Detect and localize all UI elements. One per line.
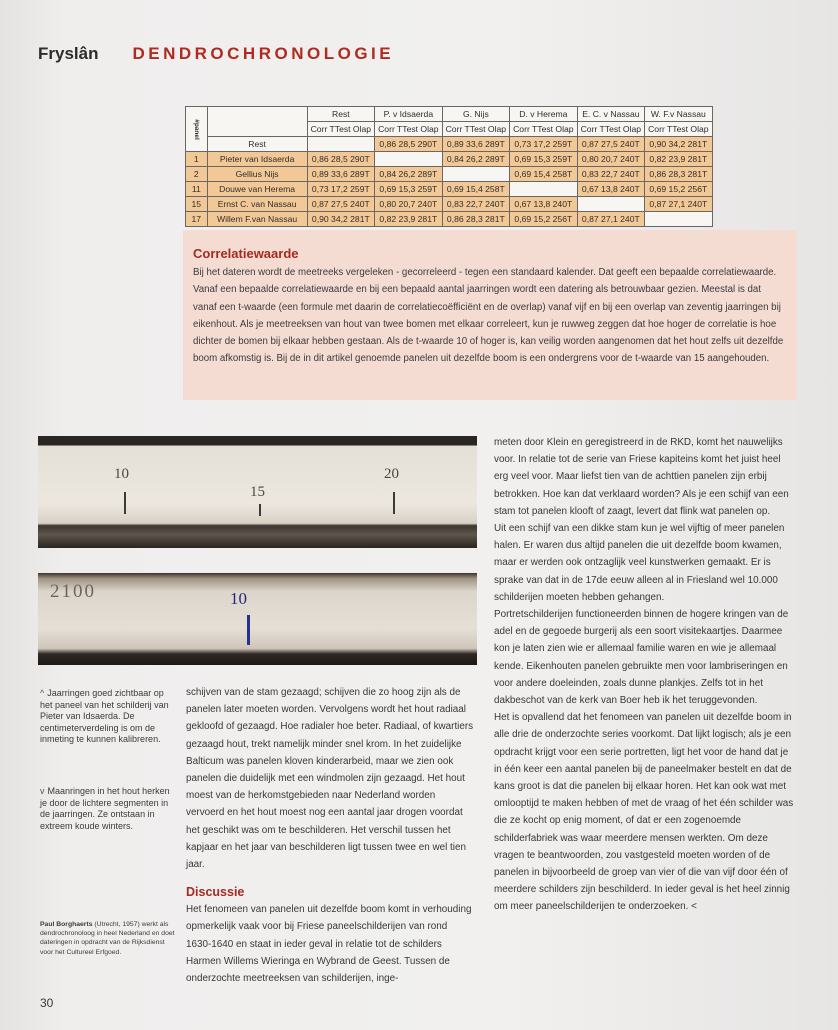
discussie-heading: Discussie [186, 885, 245, 900]
column-header: D. v Herema [510, 107, 578, 122]
table-row [186, 167, 713, 182]
author-name: Paul Borghaerts [40, 921, 93, 928]
table-cell: 0,87 27,5 240T [577, 137, 645, 152]
row-name: Douwe van Herema [207, 182, 307, 197]
table-cell: 0,67 13,8 240T [510, 197, 578, 212]
column-header: W. F.v Nassau [645, 107, 713, 122]
table-row [186, 137, 713, 152]
page-number: 30 [40, 996, 54, 1010]
table-cell: 0,89 33,6 289T [442, 137, 510, 152]
table-cell: 0,90 34,2 281T [645, 137, 713, 152]
chevron-down-icon: v [40, 786, 45, 796]
table-cell: 0,67 13,8 240T [577, 182, 645, 197]
correlatie-box [183, 230, 797, 400]
row-number: 2 [186, 167, 208, 182]
table-cell [510, 182, 578, 197]
subheader-cell: Corr TTest Olap [510, 122, 578, 137]
subheader-cell: Corr TTest Olap [645, 122, 713, 137]
body-paragraph: Uit een schijf van een dikke stam kun je wel vijftig of meer panelen halen. Er waren dus altijd panelen die uit dezelfde boom kwamen, maar er werden ook ontzaglijk veel kunstwerken gemaakt. Er is sprake van dat in de 17de eeuw alleen al in Friesland wel 10.000 schilderijen moeten hebben gehangen. [494, 523, 785, 603]
arrow-up-icon: ^ [40, 688, 45, 698]
column-header: P. v Idsaerda [375, 107, 443, 122]
table-cell: 0,69 15,4 258T [442, 182, 510, 197]
table-cell: 0,86 28,5 290T [375, 137, 443, 152]
table-cell [577, 197, 645, 212]
table-cell: 0,86 28,3 281T [442, 212, 510, 227]
table-cell [645, 212, 713, 227]
correlatie-body: Bij het dateren wordt de meetreeks vergeleken - gecorreleerd - tegen een standaard kalender. Dat geeft een bepaalde correlatiewaarde. Vanaf een bepaalde correlatiewaarde en bij een bepaald aantal jaarringen wordt een datering als betrouwbaar gezien. Meestal is dat vanaf een t-waarde (een formule met daarin de correlatiecoëfficiënt en de overlap) vanaf vijf en bij een overlap van zeventig jaarringen bij eikenhout. Als je meetreeksen van hout van twee bomen met elkaar correleert, kun je ruwweg zeggen dat hoe hoger de correlatie is hoe dichter de bomen bij elkaar hebben gestaan. Als de t-waarde 10 of hoger is, kan veilig worden aangenomen dat het hout zelfs uit dezelfde boom afkomstig is. Bij de in dit artikel genoemde panelen uit dezelfde boom is een ondergrens voor de t-waarde van 15 aangehouden. [193, 267, 784, 365]
subheader-cell: Corr TTest Olap [577, 122, 645, 137]
column-header: Rest [307, 107, 375, 122]
table-cell: 0,87 27,1 240T [577, 212, 645, 227]
row-number: 17 [186, 212, 208, 227]
region-label: Fryslân [38, 44, 99, 63]
panel-column-label: #panel [186, 107, 208, 152]
table-cell: 0,80 20,7 240T [375, 197, 443, 212]
scale-label: 20 [384, 466, 399, 482]
subheader-cell: Corr TTest Olap [375, 122, 443, 137]
table-cell: 0,69 15,2 256T [645, 182, 713, 197]
author-bio [40, 920, 178, 957]
scale-tick [393, 492, 395, 514]
table-cell: 0,87 27,1 240T [645, 197, 713, 212]
table-cell: 0,84 26,2 289T [442, 152, 510, 167]
table-cell: 0,69 15,3 259T [375, 182, 443, 197]
body-paragraph: Het is opvallend dat het fenomeen van panelen uit dezelfde boom in alle drie de onderzochte series voorkomt. Dat lijkt logisch; als je een opdracht krijgt voor een serie portretten, ligt het voor de hand dat je in één keer een aantal panelen bij de paneelmaker bestelt en dat de kans groot is dat die panelen bij elkaar horen. Het kan ook wat met omlooptijd te maken hebben of met de vraag of het één schilder was die ze kocht op enig moment, of dat er een zogenoemde schilderfabriek was waar meerdere mensen werkten. Om deze vragen te beantwoorden, zou vastgesteld moeten worden of de panelen in bijvoorbeeld de groep van vier of die van vijf door één of meerdere schilders zijn beschilderd. In ieder geval is het heel zinnig om meer paneelschilderijen te onderzoeken. < [494, 712, 794, 913]
table-row [186, 182, 713, 197]
scale-label: 10 [114, 466, 129, 482]
section-title: DENDROCHRONOLOGIE [132, 44, 395, 63]
table-cell: 0,80 20,7 240T [577, 152, 645, 167]
table-cell [442, 167, 510, 182]
row-name: Rest [207, 137, 307, 152]
column-header: G. Nijs [442, 107, 510, 122]
table-cell: 0,69 15,2 256T [510, 212, 578, 227]
tree-ring-photo [38, 436, 477, 548]
page-header [38, 44, 394, 68]
table-cell [307, 137, 375, 152]
correlation-table [185, 106, 713, 227]
table-row [186, 152, 713, 167]
table-cell: 0,89 33,6 289T [307, 167, 375, 182]
column-header: E. C. v Nassau [577, 107, 645, 122]
row-name: Willem F.van Nassau [207, 212, 307, 227]
row-number: 15 [186, 197, 208, 212]
panel-number-label: 2100 [50, 581, 96, 602]
photo-caption-2: v Maanringen in het hout herken je door de lichtere segmenten in de jaarringen. Ze ontstaan in extreem koude winters. [40, 786, 170, 831]
table-cell: 0,86 28,5 290T [307, 152, 375, 167]
table-row [186, 212, 713, 227]
table-cell: 0,69 15,3 259T [510, 152, 578, 167]
body-paragraph: Het fenomeen van panelen uit dezelfde boom komt in verhouding opmerkelijk vaak voor bij Friese paneelschilderijen van rond 1630-1640 en staat in ieder geval in relatie tot de schilders Harmen Willems Wieringa en Wybrand de Geest. Tussen de onderzochte meetreeksen van schilderijen, inge- [186, 904, 472, 985]
table-cell [375, 152, 443, 167]
table-cell: 0,90 34,2 281T [307, 212, 375, 227]
scale-tick [247, 615, 250, 645]
table-header-row [186, 107, 713, 122]
table-cell: 0,69 15,4 258T [510, 167, 578, 182]
scale-tick [124, 492, 126, 514]
moon-ring-photo [38, 573, 477, 665]
table-cell: 0,83 22,7 240T [442, 197, 510, 212]
author-description: (Utrecht, 1957) werkt als dendrochronoloog in heel Nederland en doet dateringen in opdracht van de Rijksdienst voor het Cultureel Erfgoed. [40, 921, 175, 956]
body-paragraph: schijven van de stam gezaagd; schijven die zo hoog zijn als de panelen later moeten worden. Vervolgens wordt het hout radiaal gekloofd of gezaagd. Hoe radialer hoe beter. Radiaal, of kwartiers gezaagd hout, trekt namelijk minder snel krom. In het zuidelijke Balticum was panelen kloven kinderarbeid, maar we zien ook panelen die duidelijk met een windmolen zijn gezaagd. Het hout moest van de herkomstgebieden naar Nederland worden vervoerd en het hout moest nog een aantal jaar drogen voordat het geschikt was om te beschilderen. Het verschil tussen het kapjaar en het jaar van beschilderen ligt tussen twee en wel tien jaar. [186, 687, 474, 871]
table-cell: 0,82 23,9 281T [375, 212, 443, 227]
photo-caption-1: ^ Jaarringen goed zichtbaar op het paneel van het schilderij van Pieter van Idsaerda. De centimeterverdeling is om de inmeting te kunnen kalibreren. [40, 688, 169, 745]
subheader-cell: Corr TTest Olap [442, 122, 510, 137]
table-corner-cell [207, 107, 307, 137]
table-cell: 0,82 23,9 281T [645, 152, 713, 167]
row-number: 11 [186, 182, 208, 197]
table-cell: 0,73 17,2 259T [307, 182, 375, 197]
row-number: 1 [186, 152, 208, 167]
row-name: Pieter van Idsaerda [207, 152, 307, 167]
row-name: Gellius Nijs [207, 167, 307, 182]
body-paragraph: Portretschilderijen functioneerden binnen de hogere kringen van de adel en de gegoede burgerij als een soort visitekaartjes. Daarmee kon je laten zien wie er allemaal familie waren en wie je allemaal kende. Eikenhouten panelen gebruikte men voor lambriseringen en voor andere doeleinden, zoals dunne plankjes. Zelfs tot in het dakbeschot van de kerk van Boer heb ik het teruggevonden. [494, 609, 789, 707]
row-name: Ernst C. van Nassau [207, 197, 307, 212]
correlatie-heading: Correlatiewaarde [193, 246, 299, 261]
text-column-right [494, 434, 796, 916]
table-row [186, 197, 713, 212]
table-cell: 0,73 17,2 259T [510, 137, 578, 152]
scale-label: 10 [230, 589, 247, 608]
scale-label: 15 [250, 484, 265, 500]
table-cell: 0,87 27,5 240T [307, 197, 375, 212]
text-column-middle [186, 684, 474, 987]
body-paragraph: meten door Klein en geregistreerd in de RKD, komt het nauwelijks voor. In relatie tot de serie van Friese kapiteins komt het juist heel erg veel voor. Maar liefst tien van de achttien panelen zijn erbij betrokken. Hoe kan dat verklaard worden? Als je een schijf van een stam tot panelen klooft of zaagt, levert dat flink wat panelen op. [494, 437, 789, 517]
subheader-cell: Corr TTest Olap [307, 122, 375, 137]
scale-tick [259, 504, 261, 516]
table-cell: 0,86 28,3 281T [645, 167, 713, 182]
table-cell: 0,84 26,2 289T [375, 167, 443, 182]
table-cell: 0,83 22,7 240T [577, 167, 645, 182]
